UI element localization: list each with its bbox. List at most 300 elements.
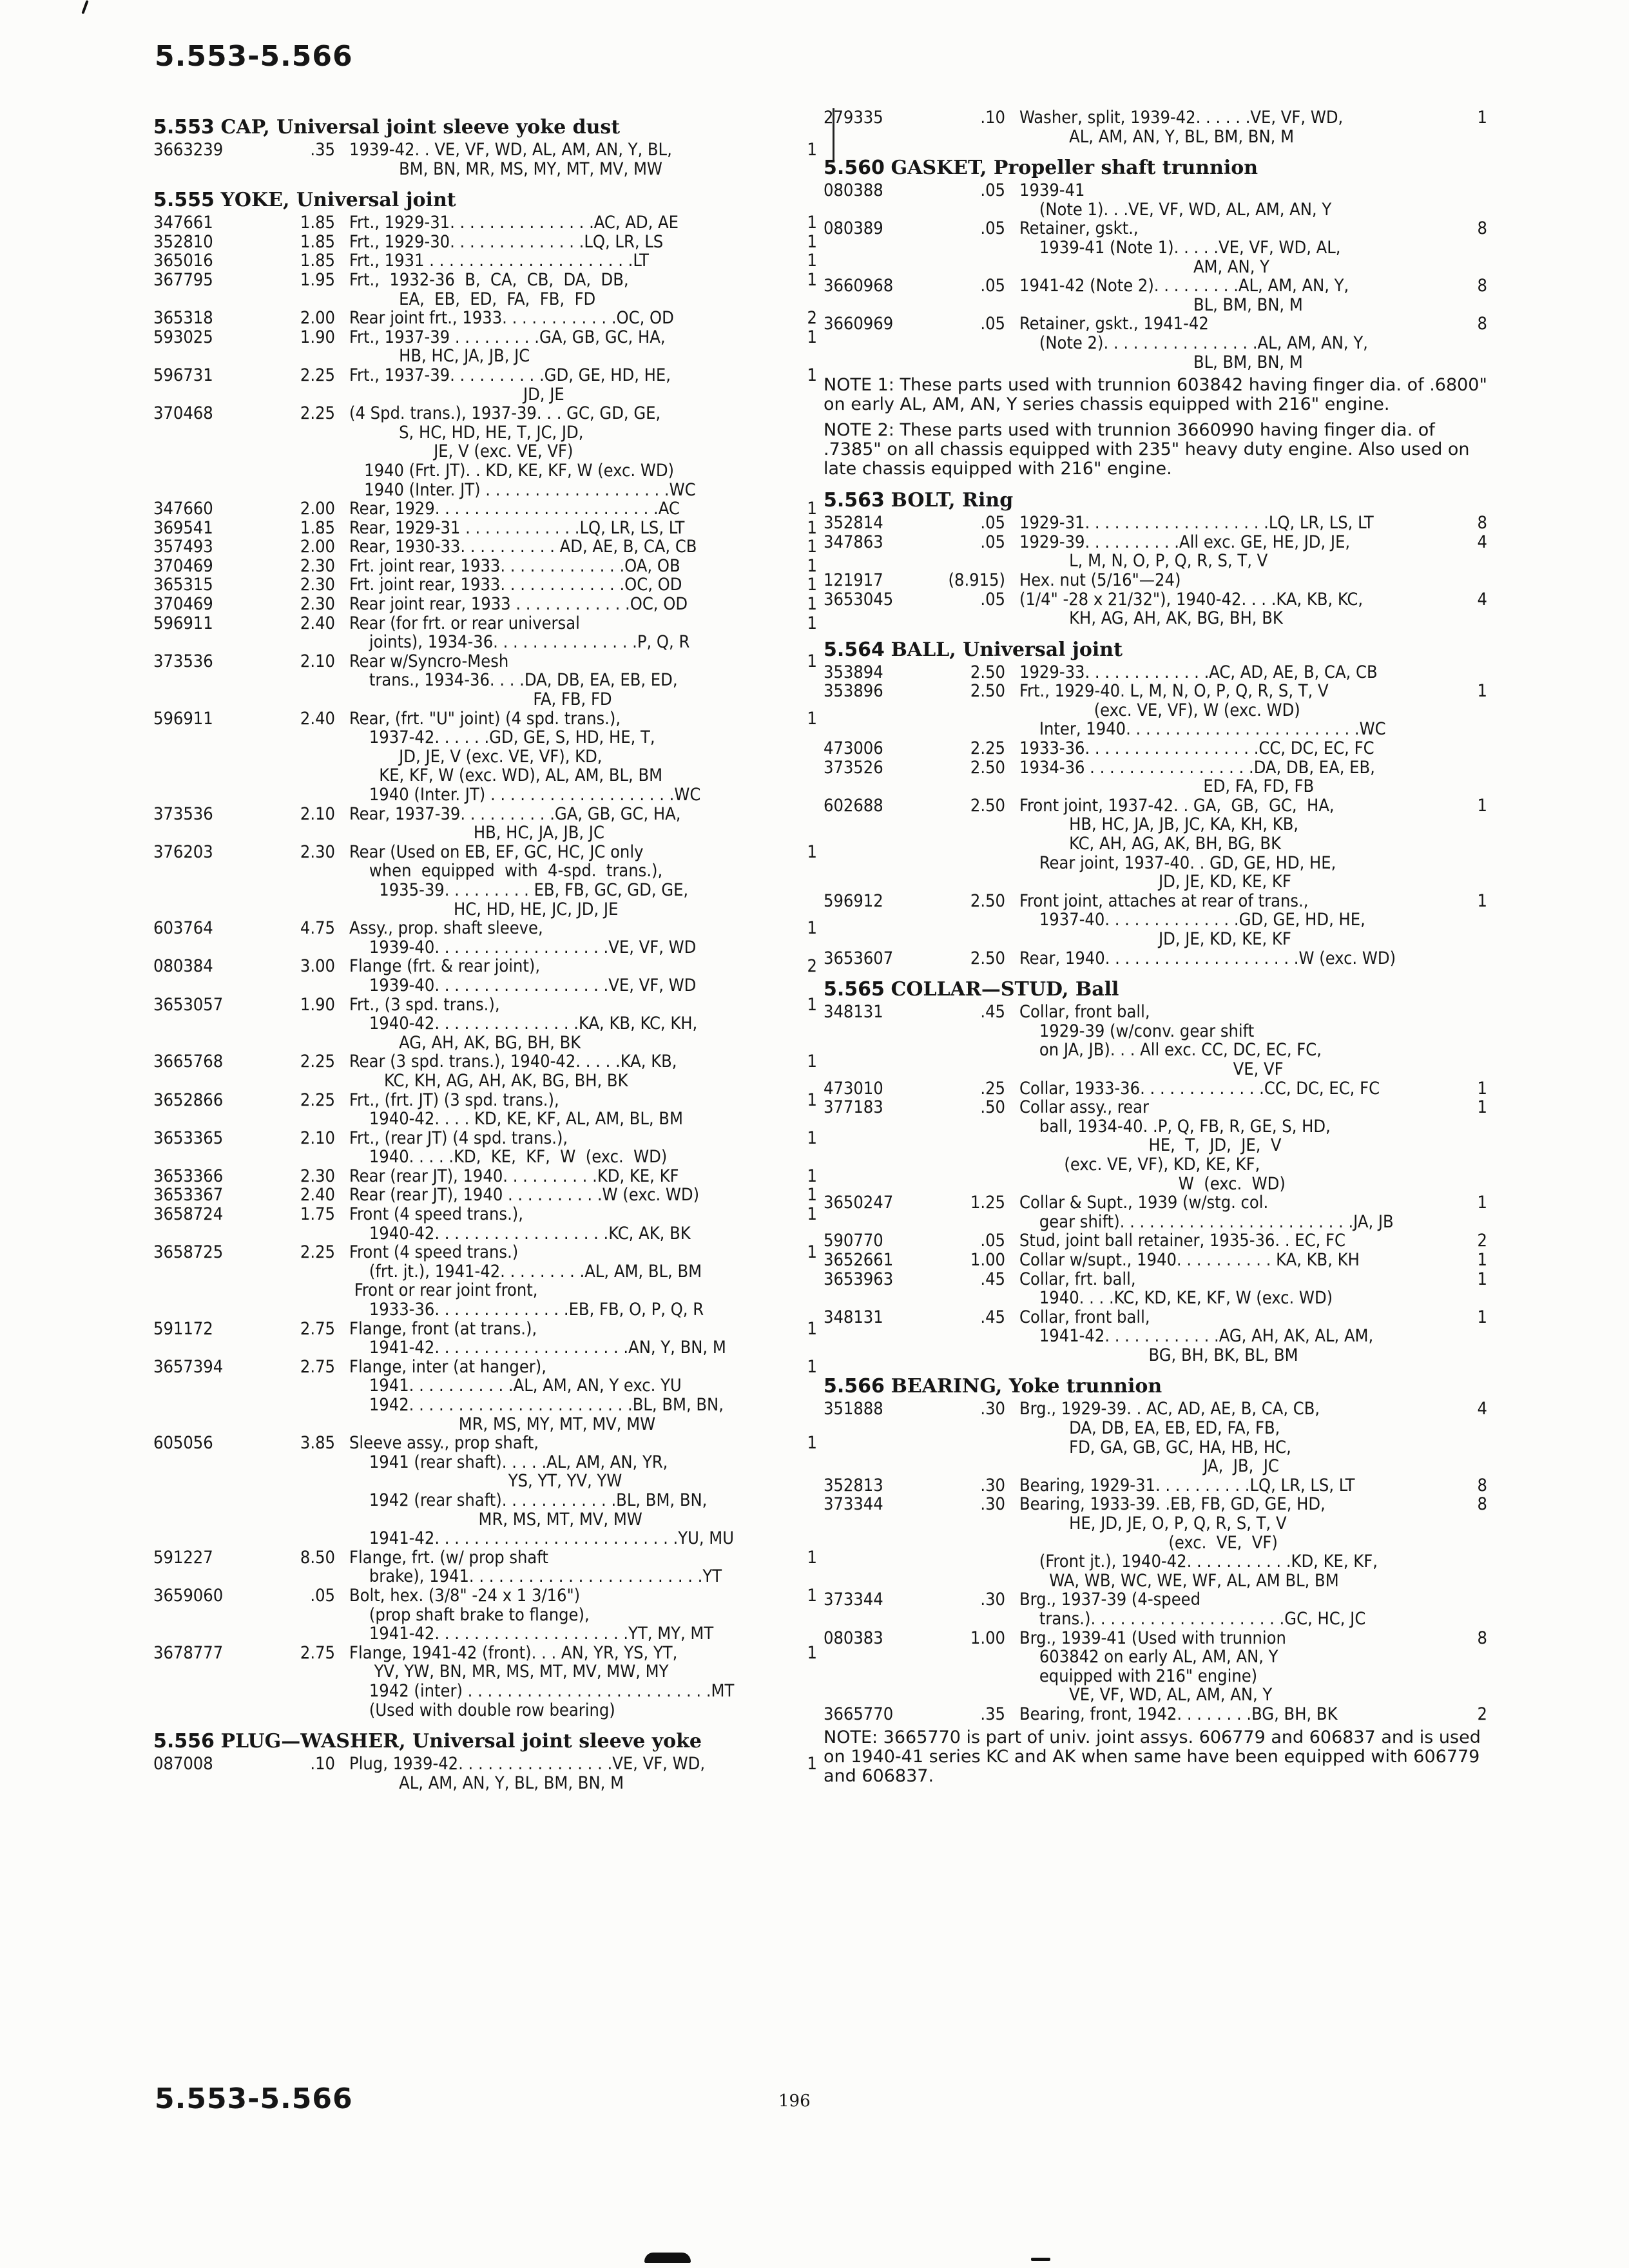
part-price: 2.00 <box>300 499 335 519</box>
part-price: 2.30 <box>300 575 335 595</box>
part-quantity: 1 <box>807 1052 817 1072</box>
part-quantity: 1 <box>807 269 817 290</box>
part-number: 605056 <box>153 1433 213 1454</box>
part-quantity: 8 <box>1477 276 1487 296</box>
part-number: 593025 <box>153 327 213 347</box>
section-title: CAP, Universal joint sleeve yoke dust <box>220 116 621 139</box>
part-number: 353894 <box>824 662 883 682</box>
part-row <box>153 652 817 709</box>
part-description: (1/4" -28 x 21/32"), 1940-42. . . .KA, KB, KC, KH, AG, AH, AK, BG, BH, BK <box>1019 589 1364 629</box>
part-number: 370468 <box>153 403 213 424</box>
part-row <box>153 499 817 519</box>
section-header <box>153 187 817 213</box>
part-price: 2.25 <box>300 365 335 385</box>
part-number: 3665770 <box>824 1704 894 1724</box>
part-quantity: 4 <box>1477 1399 1487 1419</box>
catalog-section <box>824 977 1487 1365</box>
part-description: Bearing, front, 1942. . . . . . . .BG, BH, BK <box>1019 1704 1338 1724</box>
part-price: 1.85 <box>300 213 335 233</box>
part-quantity: 1 <box>807 1547 817 1568</box>
part-price: 2.75 <box>300 1318 335 1339</box>
part-quantity: 1 <box>1477 1307 1487 1327</box>
part-description: Brg., 1939-41 (Used with trunnion 603842 on early AL, AM, AN, Y equipped with 216" engine) VE, VF, WD, AL, AM, AN, Y <box>1019 1628 1286 1706</box>
part-description: Flange (frt. & rear joint), 1939-40. . . . . . . . . . . . . . . . . .VE, VF, WD <box>349 956 697 995</box>
part-quantity: 1 <box>807 1318 817 1339</box>
part-row <box>824 590 1487 628</box>
part-description: 1939-41 (Note 1). . .VE, VF, WD, AL, AM, AN, Y <box>1019 180 1332 220</box>
part-description: Frt., 1937-39. . . . . . . . . .GD, GE, HD, HE, JD, JE <box>349 365 671 405</box>
part-quantity: 1 <box>807 140 817 160</box>
part-number: 347660 <box>153 499 213 519</box>
part-description: Rear, 1937-39. . . . . . . . . .GA, GB, GC, HA, HB, HC, JA, JB, JC <box>349 803 681 843</box>
part-price: 2.75 <box>300 1642 335 1663</box>
part-description: Frt., (rear JT) (4 spd. trans.), 1940. . . . .KD, KE, KF, W (exc. WD) <box>349 1128 668 1168</box>
section-title: YOKE, Universal joint <box>220 189 456 212</box>
part-number: 080388 <box>824 180 883 201</box>
part-row <box>824 1590 1487 1628</box>
part-quantity: 8 <box>1477 513 1487 533</box>
part-number: 353896 <box>824 681 883 702</box>
part-number: 3658725 <box>153 1242 224 1263</box>
part-quantity: 1 <box>1477 795 1487 816</box>
part-description: 1929-31. . . . . . . . . . . . . . . . . . .LQ, LR, LS, LT <box>1019 513 1374 533</box>
part-price: .05 <box>980 532 1005 552</box>
part-quantity: 2 <box>807 308 817 329</box>
part-description: Rear (3 spd. trans.), 1940-42. . . . .KA, KB, KC, KH, AG, AH, AK, BG, BH, BK <box>349 1052 677 1091</box>
part-row <box>824 108 1487 146</box>
part-price: 2.25 <box>970 738 1005 759</box>
part-number: 3665768 <box>153 1052 224 1072</box>
part-row <box>153 1754 817 1792</box>
part-row <box>153 251 817 271</box>
part-number: 373526 <box>824 757 883 778</box>
section-note: NOTE 1: These parts used with trunnion 603842 having finger dia. of .6800" on early AL, AM, AN, Y series chassis equipped with 216" engine. <box>824 375 1487 415</box>
part-price: 4.75 <box>300 918 335 939</box>
part-number: 3659060 <box>153 1585 224 1606</box>
part-number: 596911 <box>153 613 213 633</box>
part-price: 1.85 <box>300 231 335 252</box>
part-description: Frt., 1932-36 B, CA, CB, DA, DB, EA, EB, ED, FA, FB, FD <box>349 269 629 309</box>
part-number: 473006 <box>824 738 883 759</box>
part-row <box>153 1644 817 1720</box>
part-description: Flange, inter (at hanger), 1941. . . . . . . . . . .AL, AM, AN, Y exc. YU 1942. . . . . . . . . . . . . . . . . . . . . . .BL, BM, BN, MR, MS, MY, MT, MV, MW <box>349 1356 724 1434</box>
section-title: BOLT, Ring <box>891 489 1014 512</box>
part-row <box>153 271 817 309</box>
part-description: Retainer, gskt., 1939-41 (Note 1). . . . .VE, VF, WD, AL, AM, AN, Y <box>1019 218 1341 277</box>
part-row <box>153 366 817 404</box>
part-price: 3.85 <box>300 1433 335 1454</box>
part-row <box>153 328 817 366</box>
part-quantity: 1 <box>807 651 817 671</box>
part-quantity: 1 <box>807 499 817 519</box>
section-note: NOTE 2: These parts used with trunnion 3660990 having finger dia. of .7385" on all chassis equipped with 235" heavy duty engine. Also used on late chassis equipped with 216" engine. <box>824 420 1470 479</box>
section-header <box>824 155 1487 181</box>
part-number: 3660969 <box>824 314 894 334</box>
part-number: 080384 <box>153 956 213 977</box>
part-row <box>824 758 1487 796</box>
part-number: 3653057 <box>153 994 224 1015</box>
part-row <box>824 1399 1487 1475</box>
section-header <box>153 115 817 140</box>
part-number: 365318 <box>153 308 213 329</box>
part-number: 352813 <box>824 1475 883 1495</box>
part-description: Bearing, 1929-31. . . . . . . . . .LQ, LR, LS, LT <box>1019 1475 1355 1495</box>
part-price: 2.50 <box>970 948 1005 968</box>
part-price: .05 <box>980 180 1005 201</box>
scan-mark <box>644 2253 691 2263</box>
part-row <box>153 537 817 557</box>
part-description: Frt., (frt. JT) (3 spd. trans.), 1940-42. . . . KD, KE, KF, AL, AM, BL, BM <box>349 1090 683 1129</box>
section-title: GASKET, Propeller shaft trunnion <box>891 157 1258 180</box>
part-price: 2.10 <box>300 1128 335 1148</box>
part-price: 1.90 <box>300 994 335 1015</box>
part-row <box>824 571 1487 590</box>
part-row <box>153 519 817 538</box>
part-quantity: 1 <box>807 365 817 385</box>
catalog-section <box>824 488 1487 628</box>
part-price: 2.40 <box>300 613 335 633</box>
part-number: 080383 <box>824 1628 883 1648</box>
part-description: Frt. joint rear, 1933. . . . . . . . . . . . .OA, OB <box>349 555 680 576</box>
section-title: COLLAR—STUD, Ball <box>891 978 1119 1001</box>
section-title: PLUG—WASHER, Universal joint sleeve yoke <box>220 1730 702 1753</box>
part-price: 2.40 <box>300 1185 335 1206</box>
part-row <box>824 1270 1487 1308</box>
part-number: 373536 <box>153 651 213 671</box>
part-price: .05 <box>310 1585 335 1606</box>
section-title: BEARING, Yoke trunnion <box>891 1375 1162 1398</box>
part-quantity: 2 <box>1477 1231 1487 1251</box>
part-description: Rear (rear JT), 1940. . . . . . . . . .KD, KE, KF <box>349 1166 679 1186</box>
part-description: Assy., prop. shaft sleeve, 1939-40. . . . . . . . . . . . . . . . . .VE, VF, WD <box>349 918 697 957</box>
part-number: 347863 <box>824 532 883 552</box>
part-row <box>153 1434 817 1548</box>
part-description: Collar assy., rear ball, 1934-40. .P, Q, FB, R, GE, S, HD, HE, T, JD, JE, V (exc. VE, VF), KD, KE, KF, W (exc. WD) <box>1019 1097 1331 1194</box>
catalog-section <box>153 115 817 178</box>
part-quantity: 8 <box>1477 314 1487 334</box>
part-price: 2.30 <box>300 841 335 862</box>
part-quantity: 1 <box>1477 681 1487 702</box>
part-quantity: 1 <box>807 1356 817 1377</box>
part-row <box>824 663 1487 682</box>
part-quantity: 1 <box>807 841 817 862</box>
part-row <box>153 233 817 252</box>
part-row <box>153 595 817 614</box>
part-description: 1929-39. . . . . . . . . .All exc. GE, HE, JD, JE, L, M, N, O, P, Q, R, S, T, V <box>1019 532 1351 572</box>
part-row <box>153 919 817 957</box>
part-number: 370469 <box>153 594 213 615</box>
part-price: 2.50 <box>970 681 1005 702</box>
part-quantity: 1 <box>807 517 817 538</box>
part-description: Retainer, gskt., 1941-42 (Note 2). . . . . . . . . . . . . . . .AL, AM, AN, Y, BL, BM, BN, M <box>1019 314 1368 372</box>
part-quantity: 1 <box>807 1204 817 1225</box>
part-price: 2.00 <box>300 308 335 329</box>
part-number: 369541 <box>153 517 213 538</box>
part-price: 2.00 <box>300 537 335 557</box>
part-row <box>824 1308 1487 1365</box>
part-row <box>153 709 817 805</box>
scan-mark <box>1031 2258 1050 2261</box>
part-price: .45 <box>980 1269 1005 1289</box>
part-row <box>153 575 817 595</box>
section-number: 5.560 <box>824 157 885 180</box>
part-number: 3657394 <box>153 1356 224 1377</box>
part-row <box>153 309 817 328</box>
part-number: 3653607 <box>824 948 894 968</box>
part-row <box>153 1358 817 1434</box>
part-description: Front (4 speed trans.) (frt. jt.), 1941-42. . . . . . . . .AL, AM, BL, BM Front or rear joint front, 1933-36. . . . . . . . . . . . . .EB, FB, O, P, Q, R <box>349 1242 704 1320</box>
part-price: 2.10 <box>300 651 335 671</box>
catalog-section <box>824 108 1487 146</box>
part-row <box>824 219 1487 276</box>
part-quantity: 1 <box>1477 1097 1487 1118</box>
part-description: Rear, 1930-33. . . . . . . . . . AD, AE, B, CA, CB <box>349 537 697 557</box>
part-description: Frt., (3 spd. trans.), 1940-42. . . . . . . . . . . . . . .KA, KB, KC, KH, AG, AH, AK, BG, BH, BK <box>349 994 698 1053</box>
part-description: Frt., 1937-39 . . . . . . . . .GA, GB, GC, HA, HB, HC, JA, JB, JC <box>349 327 666 367</box>
part-quantity: 2 <box>1477 1704 1487 1724</box>
part-description: Rear, 1929. . . . . . . . . . . . . . . . . . . . . . .AC <box>349 499 680 519</box>
part-quantity: 1 <box>807 1433 817 1454</box>
part-number: 348131 <box>824 1002 883 1023</box>
part-number: 352810 <box>153 231 213 252</box>
part-description: Frt. joint rear, 1933. . . . . . . . . . . . .OC, OD <box>349 575 682 595</box>
catalog-section <box>153 1729 817 1792</box>
part-quantity: 8 <box>1477 1628 1487 1648</box>
part-number: 3652866 <box>153 1090 224 1110</box>
part-row <box>153 614 817 652</box>
part-row <box>824 796 1487 892</box>
part-price: 2.25 <box>300 403 335 424</box>
part-quantity: 1 <box>807 1754 817 1774</box>
part-number: 3653366 <box>153 1166 224 1186</box>
part-description: Flange, 1941-42 (front). . . AN, YR, YS, YT, YV, YW, BN, MR, MS, MT, MV, MW, MY 1942 (inter) . . . . . . . . . . . . . . . . . . . . . . . . .MT (Used with double row bearing) <box>349 1642 735 1720</box>
part-price: .25 <box>980 1078 1005 1099</box>
part-row <box>153 1167 817 1186</box>
part-row <box>153 404 817 499</box>
part-description: Frt., 1929-31. . . . . . . . . . . . . . .AC, AD, AE <box>349 213 679 233</box>
part-row <box>153 1091 817 1129</box>
part-description: Rear (rear JT), 1940 . . . . . . . . . .W (exc. WD) <box>349 1185 700 1206</box>
part-number: 3663239 <box>153 140 224 160</box>
part-number: 596911 <box>153 708 213 729</box>
part-row <box>153 213 817 233</box>
part-row <box>824 1251 1487 1270</box>
part-price: 1.00 <box>970 1628 1005 1648</box>
part-description: Bearing, 1933-39. .EB, FB, GD, GE, HD, HE, JD, JE, O, P, Q, R, S, T, V (exc. VE, VF) (Front jt.), 1940-42. . . . . . . . . . .KD, KE, KF, WA, WB, WC, WE, WF, AL, AM BL, BM <box>1019 1494 1378 1591</box>
part-row <box>824 181 1487 219</box>
part-number: 352814 <box>824 513 883 533</box>
part-price: 3.00 <box>300 956 335 977</box>
part-number: 351888 <box>824 1399 883 1419</box>
part-quantity: 1 <box>807 251 817 271</box>
part-price: 2.30 <box>300 1166 335 1186</box>
part-quantity: 1 <box>807 613 817 633</box>
scan-mark <box>81 0 88 14</box>
part-row <box>824 1231 1487 1251</box>
part-description: Stud, joint ball retainer, 1935-36. . EC, FC <box>1019 1231 1345 1251</box>
part-row <box>824 314 1487 372</box>
part-description: Collar, frt. ball, 1940. . . .KC, KD, KE, KF, W (exc. WD) <box>1019 1269 1333 1309</box>
part-number: 3658724 <box>153 1204 224 1225</box>
part-row <box>824 1476 1487 1495</box>
part-quantity: 8 <box>1477 1475 1487 1495</box>
section-number: 5.563 <box>824 489 885 512</box>
right-column <box>824 108 1487 1795</box>
part-price: .45 <box>980 1307 1005 1327</box>
part-row <box>824 533 1487 571</box>
part-row <box>824 1098 1487 1193</box>
part-quantity: 1 <box>807 1185 817 1206</box>
section-number: 5.564 <box>824 638 885 661</box>
part-number: 596731 <box>153 365 213 385</box>
part-number: 348131 <box>824 1307 883 1327</box>
left-column <box>153 108 817 1802</box>
part-description: 1939-42. . VE, VF, WD, AL, AM, AN, Y, BL, BM, BN, MR, MS, MY, MT, MV, MW <box>349 140 672 179</box>
part-description: 1934-36 . . . . . . . . . . . . . . . . .DA, DB, EA, EB, ED, FA, FD, FB <box>1019 757 1375 797</box>
part-quantity: 1 <box>807 708 817 729</box>
part-price: .05 <box>980 589 1005 610</box>
part-price: 2.25 <box>300 1052 335 1072</box>
part-quantity: 1 <box>807 594 817 615</box>
part-number: 367795 <box>153 269 213 290</box>
part-quantity: 8 <box>1477 1494 1487 1515</box>
part-number: 3652661 <box>824 1249 894 1270</box>
part-row <box>824 682 1487 739</box>
part-row <box>824 739 1487 758</box>
part-description: 1929-33. . . . . . . . . . . . .AC, AD, AE, B, CA, CB <box>1019 662 1378 682</box>
part-price: 2.50 <box>970 757 1005 778</box>
part-description: 1933-36. . . . . . . . . . . . . . . . . .CC, DC, EC, FC <box>1019 738 1374 759</box>
part-quantity: 1 <box>807 231 817 252</box>
part-price: 2.10 <box>300 803 335 824</box>
section-note: NOTE: 3665770 is part of univ. joint assys. 606779 and 606837 and is used on 1940-41 series KC and AK when same have been equipped with 606779 and 606837. <box>824 1727 1481 1786</box>
part-description: Rear (Used on EB, EF, GC, HC, JC only when equipped with 4-spd. trans.), 1935-39. . . . . . . . . EB, FB, GC, GD, GE, HC, HD, HE, JC, JD, JE <box>349 841 689 919</box>
part-price: .10 <box>980 108 1005 128</box>
part-row <box>824 949 1487 968</box>
part-quantity: 4 <box>1477 532 1487 552</box>
part-description: Brg., 1929-39. . AC, AD, AE, B, CA, CB, DA, DB, EA, EB, ED, FA, FB, FD, GA, GB, GC, HA, HB, HC, JA, JB, JC <box>1019 1399 1320 1477</box>
part-number: 596912 <box>824 890 883 911</box>
part-number: 347661 <box>153 213 213 233</box>
part-row <box>824 1079 1487 1099</box>
catalog-section <box>824 637 1487 968</box>
section-number: 5.556 <box>153 1730 215 1753</box>
section-title: BALL, Universal joint <box>891 638 1123 661</box>
part-price: .10 <box>310 1754 335 1774</box>
catalog-section <box>824 155 1487 479</box>
part-number: 080389 <box>824 218 883 239</box>
part-number: 373344 <box>824 1494 883 1515</box>
part-price: 1.90 <box>300 327 335 347</box>
part-price: .35 <box>980 1704 1005 1724</box>
part-number: 3653963 <box>824 1269 894 1289</box>
part-description: Plug, 1939-42. . . . . . . . . . . . . . . .VE, VF, WD, AL, AM, AN, Y, BL, BM, BN, M <box>349 1754 706 1793</box>
part-price: 2.50 <box>970 795 1005 816</box>
part-quantity: 1 <box>1477 1249 1487 1270</box>
part-quantity: 8 <box>1477 218 1487 239</box>
part-number: 377183 <box>824 1097 883 1118</box>
section-number: 5.566 <box>824 1375 885 1398</box>
part-description: Front (4 speed trans.), 1940-42. . . . . . . . . . . . . . . . . .KC, AK, BK <box>349 1204 691 1244</box>
part-description: Rear w/Syncro-Mesh trans., 1934-36. . . .DA, DB, EA, EB, ED, FA, FB, FD <box>349 651 678 710</box>
part-price: .35 <box>310 140 335 160</box>
part-row <box>153 1243 817 1319</box>
part-quantity: 1 <box>1477 890 1487 911</box>
part-number: 373344 <box>824 1590 883 1610</box>
part-row <box>824 1629 1487 1705</box>
part-number: 590770 <box>824 1231 883 1251</box>
part-price: .30 <box>980 1590 1005 1610</box>
catalog-section <box>824 1374 1487 1785</box>
page-heading: 5.553-5.566 <box>155 40 353 73</box>
part-row <box>153 1129 817 1167</box>
part-price: .30 <box>980 1399 1005 1419</box>
part-description: Rear, (frt. "U" joint) (4 spd. trans.), 1937-42. . . . . .GD, GE, S, HD, HE, T, JD, JE, V (exc. VE, VF), KD, KE, KF, W (exc. WD), AL, AM, BL, BM 1940 (Inter. JT) . . . . . . . . . . . . . . . . . . .WC <box>349 708 701 805</box>
part-row <box>153 1320 817 1358</box>
part-price: 2.30 <box>300 594 335 615</box>
part-quantity: 1 <box>1477 108 1487 128</box>
part-row <box>824 1193 1487 1231</box>
section-header <box>824 977 1487 1003</box>
part-quantity: 1 <box>1477 1269 1487 1289</box>
part-price: 2.25 <box>300 1242 335 1263</box>
part-number: 3650247 <box>824 1193 894 1213</box>
part-price: .50 <box>980 1097 1005 1118</box>
part-description: Flange, front (at trans.), 1941-42. . . . . . . . . . . . . . . . . . . .AN, Y, BN, M <box>349 1318 726 1358</box>
part-price: .30 <box>980 1494 1005 1515</box>
part-price: .05 <box>980 276 1005 296</box>
section-header <box>824 488 1487 514</box>
part-number: 087008 <box>153 1754 213 1774</box>
page-number: 196 <box>778 2091 811 2111</box>
part-row <box>824 276 1487 314</box>
part-number: 279335 <box>824 108 883 128</box>
part-price: 1.85 <box>300 251 335 271</box>
section-number: 5.553 <box>153 116 215 139</box>
part-description: Collar, front ball, 1929-39 (w/conv. gear shift on JA, JB). . . All exc. CC, DC, EC, FC, VE, VF <box>1019 1002 1322 1079</box>
part-price: 2.40 <box>300 708 335 729</box>
part-description: 1941-42 (Note 2). . . . . . . . .AL, AM, AN, Y, BL, BM, BN, M <box>1019 276 1349 315</box>
part-price: 1.85 <box>300 517 335 538</box>
part-description: Sleeve assy., prop shaft, 1941 (rear shaft). . . . .AL, AM, AN, YR, YS, YT, YV, YW 1942 (rear shaft). . . . . . . . . . . .BL, BM, BN, MR, MS, MT, MV, MW 1941-42. . . . . . . . . . . . . . . . . . . . . . . . .YU, MU <box>349 1433 735 1549</box>
part-row <box>153 843 817 919</box>
part-description: Brg., 1937-39 (4-speed trans.). . . . . . . . . . . . . . . . . . . .GC, HC, JC <box>1019 1590 1366 1629</box>
section-number: 5.555 <box>153 189 215 212</box>
part-row <box>153 1205 817 1243</box>
part-quantity: 1 <box>807 575 817 595</box>
part-description: Washer, split, 1939-42. . . . . .VE, VF, WD, AL, AM, AN, Y, BL, BM, BN, M <box>1019 108 1344 147</box>
part-number: 3653365 <box>153 1128 224 1148</box>
part-price: .05 <box>980 1231 1005 1251</box>
part-quantity: 1 <box>807 994 817 1015</box>
part-row <box>153 140 817 178</box>
part-number: 473010 <box>824 1078 883 1099</box>
part-quantity: 1 <box>807 1585 817 1606</box>
part-description: Collar w/supt., 1940. . . . . . . . . . KA, KB, KH <box>1019 1249 1360 1270</box>
part-number: 3653367 <box>153 1185 224 1206</box>
part-price: 2.75 <box>300 1356 335 1377</box>
part-description: Front joint, 1937-42. . GA, GB, GC, HA, HB, HC, JA, JB, JC, KA, KH, KB, KC, AH, AG, AK, BH, BG, BK Rear joint, 1937-40. . GD, GE, HD, HE, JD, JE, KD, KE, KF <box>1019 795 1336 892</box>
section-number: 5.565 <box>824 978 885 1001</box>
part-row <box>153 957 817 995</box>
part-number: 591172 <box>153 1318 213 1339</box>
part-description: Hex. nut (5/16"—24) <box>1019 570 1181 590</box>
part-description: Frt., 1929-30. . . . . . . . . . . . . .LQ, LR, LS <box>349 231 664 252</box>
part-description: Rear joint frt., 1933. . . . . . . . . . . .OC, OD <box>349 308 674 329</box>
part-price: .05 <box>980 314 1005 334</box>
part-price: 1.95 <box>300 269 335 290</box>
part-number: 370469 <box>153 555 213 576</box>
